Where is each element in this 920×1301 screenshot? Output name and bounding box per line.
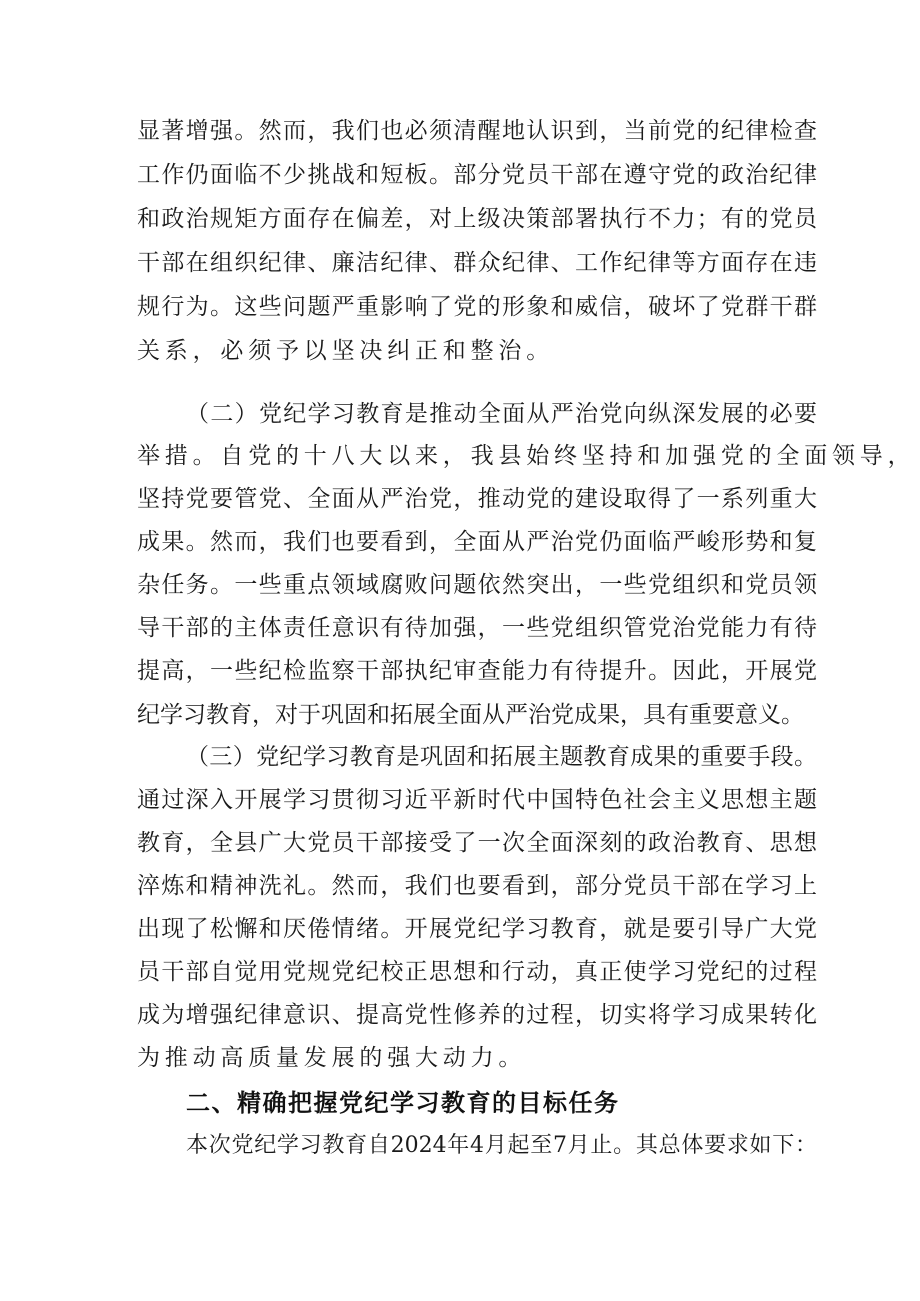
paragraph-2-line-1: （二）党纪学习教育是推动全面从严治党向纵深发展的必要 bbox=[186, 401, 817, 427]
paragraph-2-line-2: 举措。自党的十八大以来，我县始终坚持和加强党的全面领导， bbox=[137, 443, 916, 469]
paragraph-1-line-4: 干部在组织纪律、廉洁纪律、群众纪律、工作纪律等方面存在违 bbox=[137, 250, 817, 276]
paragraph-2-line-3: 坚持党要管党、全面从严治党，推动党的建设取得了一系列重大 bbox=[137, 486, 817, 512]
paragraph-1-line-6: 关系，必须予以坚决纠正和整治。 bbox=[137, 338, 554, 364]
paragraph-2-line-7: 提高，一些纪检监察干部执纪审查能力有待提升。因此，开展党 bbox=[137, 658, 817, 684]
paragraph-3-line-2: 通过深入开展学习贯彻习近平新时代中国特色社会主义思想主题 bbox=[137, 787, 817, 813]
paragraph-3-line-8: 为推动高质量发展的强大动力。 bbox=[137, 1045, 527, 1071]
paragraph-3-line-1: （三）党纪学习教育是巩固和拓展主题教育成果的重要手段。 bbox=[186, 744, 817, 770]
paragraph-3-line-5: 出现了松懈和厌倦情绪。开展党纪学习教育，就是要引导广大党 bbox=[137, 916, 817, 942]
paragraph-1-line-3: 和政治规矩方面存在偏差，对上级决策部署执行不力；有的党员 bbox=[137, 206, 817, 232]
paragraph-3-line-7: 成为增强纪律意识、提高党性修养的过程，切实将学习成果转化 bbox=[137, 1002, 817, 1028]
section-heading: 二、精确把握党纪学习教育的目标任务 bbox=[186, 1089, 620, 1117]
paragraph-3-line-6: 员干部自觉用党规党纪校正思想和行动，真正使学习党纪的过程 bbox=[137, 959, 817, 985]
paragraph-2-line-6: 导干部的主体责任意识有待加强，一些党组织管党治党能力有待 bbox=[137, 615, 817, 641]
paragraph-2-line-8: 纪学习教育，对于巩固和拓展全面从严治党成果，具有重要意义。 bbox=[137, 702, 804, 728]
paragraph-3-line-3: 教育，全县广大党员干部接受了一次全面深刻的政治教育、思想 bbox=[137, 830, 817, 856]
paragraph-3-line-4: 淬炼和精神洗礼。然而，我们也要看到，部分党员干部在学习上 bbox=[137, 873, 817, 899]
paragraph-2-line-5: 杂任务。一些重点领域腐败问题依然突出，一些党组织和党员领 bbox=[137, 572, 817, 598]
paragraph-1-line-5: 规行为。这些问题严重影响了党的形象和威信，破坏了党群干群 bbox=[137, 294, 817, 320]
paragraph-1-line-1: 显著增强。然而，我们也必须清醒地认识到，当前党的纪律检查 bbox=[137, 118, 817, 144]
paragraph-2-line-4: 成果。然而，我们也要看到，全面从严治党仍面临严峻形势和复 bbox=[137, 529, 817, 555]
intro-line: 本次党纪学习教育自2024年4月起至7月止。其总体要求如下： bbox=[186, 1133, 817, 1158]
paragraph-1-line-2: 工作仍面临不少挑战和短板。部分党员干部在遵守党的政治纪律 bbox=[137, 162, 817, 188]
